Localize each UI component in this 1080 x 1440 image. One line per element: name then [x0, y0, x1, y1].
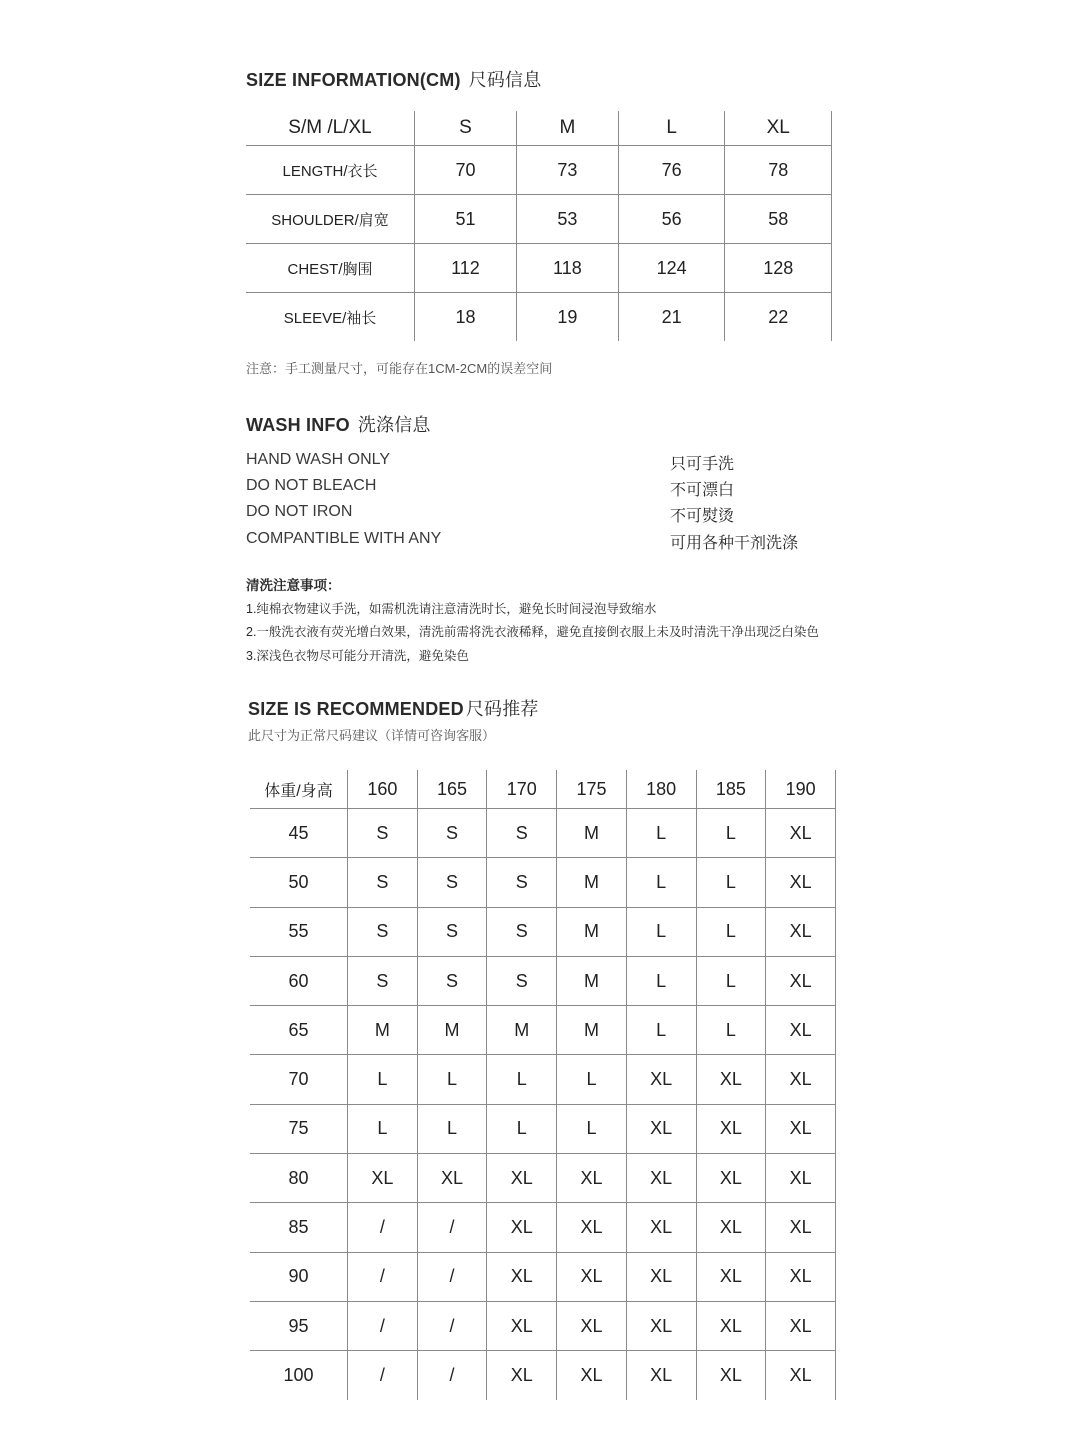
- recommend-header-row: [250, 770, 836, 809]
- wash-info-title-cn: 洗涤信息: [357, 415, 431, 435]
- weight-cell: 90: [250, 1252, 348, 1301]
- size-cell: XL: [487, 1301, 557, 1350]
- wash-note-item: 2.一般洗衣液有荧光增白效果，清洗前需将洗衣液稀释，避免直接倒衣服上未及时清洗干净出现泛白染色: [246, 625, 819, 639]
- measurement-label: CHEST/胸围: [246, 244, 415, 293]
- measurement-value: 112: [415, 244, 517, 293]
- table-row: [250, 858, 836, 907]
- table-row: [250, 1203, 836, 1252]
- table-row: [246, 293, 832, 342]
- size-info-title-cn: 尺码信息: [468, 70, 542, 90]
- size-cell: XL: [487, 1203, 557, 1252]
- recommend-subtitle: 此尺寸为正常尺码建议（详情可咨询客服）: [248, 728, 496, 743]
- size-cell: /: [417, 1203, 487, 1252]
- size-cell: XL: [626, 1055, 696, 1104]
- size-cell: XL: [557, 1252, 627, 1301]
- wash-item-cn: 可用各种干剂洗涤: [670, 535, 799, 552]
- size-cell: L: [696, 858, 766, 907]
- size-cell: /: [348, 1351, 418, 1400]
- recommend-header-cell: 160: [348, 770, 418, 809]
- size-cell: XL: [557, 1154, 627, 1203]
- weight-cell: 70: [250, 1055, 348, 1104]
- weight-cell: 100: [250, 1351, 348, 1400]
- size-cell: L: [487, 1104, 557, 1153]
- size-cell: S: [487, 956, 557, 1005]
- size-cell: S: [348, 956, 418, 1005]
- size-info-header-cell: L: [618, 111, 725, 146]
- weight-cell: 50: [250, 858, 348, 907]
- size-cell: XL: [766, 1104, 836, 1153]
- table-row: [250, 1055, 836, 1104]
- size-info-title: [246, 66, 541, 92]
- table-row: [250, 907, 836, 956]
- size-cell: M: [348, 1006, 418, 1055]
- weight-cell: 60: [250, 956, 348, 1005]
- size-cell: L: [626, 1006, 696, 1055]
- size-cell: S: [348, 907, 418, 956]
- size-cell: /: [348, 1301, 418, 1350]
- recommend-header-cell: 175: [557, 770, 627, 809]
- recommend-header-cell: 185: [696, 770, 766, 809]
- size-cell: XL: [626, 1104, 696, 1153]
- size-cell: S: [417, 907, 487, 956]
- measurement-value: 56: [618, 195, 725, 244]
- weight-cell: 75: [250, 1104, 348, 1153]
- table-row: [250, 1104, 836, 1153]
- size-cell: L: [417, 1104, 487, 1153]
- wash-notes: [246, 574, 819, 668]
- size-cell: L: [696, 907, 766, 956]
- recommend-table: [250, 770, 836, 1400]
- size-cell: L: [557, 1104, 627, 1153]
- measurement-value: 73: [516, 146, 618, 195]
- size-cell: XL: [626, 1203, 696, 1252]
- size-cell: XL: [417, 1154, 487, 1203]
- size-cell: L: [348, 1104, 418, 1153]
- table-row: [250, 1006, 836, 1055]
- size-cell: L: [696, 1006, 766, 1055]
- size-cell: XL: [696, 1252, 766, 1301]
- wash-item: [246, 503, 846, 525]
- size-cell: L: [348, 1055, 418, 1104]
- size-info-title-en: SIZE INFORMATION(CM): [246, 70, 461, 90]
- size-cell: M: [557, 956, 627, 1005]
- wash-info-title: [246, 411, 431, 437]
- wash-item: [246, 451, 846, 473]
- measurement-value: 22: [725, 293, 832, 342]
- size-cell: M: [557, 858, 627, 907]
- size-cell: S: [487, 858, 557, 907]
- size-info-header-row: [246, 111, 832, 146]
- table-row: [250, 1301, 836, 1350]
- measurement-value: 128: [725, 244, 832, 293]
- recommend-header-cell: 190: [766, 770, 836, 809]
- size-info-header-cell: XL: [725, 111, 832, 146]
- wash-item-en: HAND WASH ONLY: [246, 451, 391, 468]
- table-row: [246, 146, 832, 195]
- measurement-value: 70: [415, 146, 517, 195]
- table-row: [250, 956, 836, 1005]
- size-cell: XL: [487, 1252, 557, 1301]
- size-cell: XL: [766, 956, 836, 1005]
- size-cell: XL: [696, 1203, 766, 1252]
- size-cell: XL: [626, 1154, 696, 1203]
- size-cell: XL: [626, 1252, 696, 1301]
- weight-cell: 65: [250, 1006, 348, 1055]
- size-cell: XL: [696, 1055, 766, 1104]
- wash-item-cn: 只可手洗: [670, 456, 735, 473]
- measurement-value: 51: [415, 195, 517, 244]
- size-cell: /: [348, 1252, 418, 1301]
- size-cell: L: [487, 1055, 557, 1104]
- size-info-table: [246, 111, 832, 341]
- measurement-value: 19: [516, 293, 618, 342]
- size-cell: XL: [766, 1351, 836, 1400]
- recommend-header-cell: 170: [487, 770, 557, 809]
- size-cell: S: [487, 907, 557, 956]
- wash-item-cn: 不可漂白: [670, 482, 735, 499]
- size-cell: S: [417, 956, 487, 1005]
- size-cell: /: [417, 1252, 487, 1301]
- wash-item: [246, 530, 846, 552]
- size-cell: S: [417, 858, 487, 907]
- wash-note-item: 1.纯棉衣物建议手洗，如需机洗请注意清洗时长，避免长时间浸泡导致缩水: [246, 601, 657, 616]
- measurement-value: 78: [725, 146, 832, 195]
- table-row: [250, 1154, 836, 1203]
- size-cell: L: [626, 858, 696, 907]
- wash-info-title-en: WASH INFO: [246, 415, 350, 435]
- wash-item-en: COMPANTIBLE WITH ANY: [246, 530, 442, 547]
- size-cell: XL: [626, 1301, 696, 1350]
- size-cell: M: [557, 809, 627, 858]
- size-cell: S: [487, 809, 557, 858]
- recommend-header-cell: 180: [626, 770, 696, 809]
- size-cell: /: [417, 1301, 487, 1350]
- size-cell: XL: [766, 907, 836, 956]
- wash-item-en: DO NOT BLEACH: [246, 477, 377, 494]
- size-cell: XL: [557, 1301, 627, 1350]
- wash-item: [246, 477, 846, 499]
- weight-cell: 85: [250, 1203, 348, 1252]
- size-cell: XL: [766, 1252, 836, 1301]
- size-cell: S: [417, 809, 487, 858]
- size-cell: L: [626, 809, 696, 858]
- size-cell: XL: [766, 1203, 836, 1252]
- size-cell: XL: [557, 1351, 627, 1400]
- measurement-label: SLEEVE/袖长: [246, 293, 415, 342]
- size-cell: XL: [487, 1154, 557, 1203]
- measurement-value: 124: [618, 244, 725, 293]
- wash-note-item: 3.深浅色衣物尽可能分开清洗，避免染色: [246, 648, 469, 663]
- size-cell: XL: [766, 1154, 836, 1203]
- measurement-value: 53: [516, 195, 618, 244]
- size-cell: S: [348, 809, 418, 858]
- weight-cell: 95: [250, 1301, 348, 1350]
- measurement-value: 18: [415, 293, 517, 342]
- size-cell: XL: [766, 858, 836, 907]
- table-row: [246, 244, 832, 293]
- size-cell: S: [348, 858, 418, 907]
- table-row: [250, 1351, 836, 1400]
- wash-item-cn: 不可熨烫: [670, 508, 735, 525]
- table-row: [250, 1252, 836, 1301]
- size-info-note: 注意：手工测量尺寸，可能存在1CM-2CM的误差空间: [246, 361, 553, 376]
- measurement-label: LENGTH/衣长: [246, 146, 415, 195]
- size-cell: XL: [348, 1154, 418, 1203]
- table-row: [246, 195, 832, 244]
- table-row: [250, 809, 836, 858]
- size-cell: XL: [626, 1351, 696, 1400]
- size-info-header-cell: S/M /L/XL: [246, 111, 415, 146]
- size-cell: L: [417, 1055, 487, 1104]
- weight-cell: 45: [288, 822, 309, 843]
- size-cell: M: [557, 907, 627, 956]
- recommend-title-cn: 尺码推荐: [465, 699, 539, 719]
- size-cell: XL: [696, 1351, 766, 1400]
- size-cell: XL: [557, 1203, 627, 1252]
- measurement-value: 118: [516, 244, 618, 293]
- wash-item-en: DO NOT IRON: [246, 503, 353, 520]
- size-cell: XL: [766, 1301, 836, 1350]
- size-info-header-cell: M: [516, 111, 618, 146]
- wash-notes-title: 清洗注意事项：: [246, 578, 341, 593]
- size-cell: L: [626, 907, 696, 956]
- weight-cell: 80: [250, 1154, 348, 1203]
- weight-cell: 55: [250, 907, 348, 956]
- size-cell: L: [696, 809, 766, 858]
- size-cell: XL: [766, 1055, 836, 1104]
- size-cell: M: [487, 1006, 557, 1055]
- measurement-value: 21: [618, 293, 725, 342]
- recommend-header-cell: 体重/身高: [250, 770, 348, 809]
- recommend-title-en: SIZE IS RECOMMENDED: [248, 699, 464, 719]
- size-cell: XL: [696, 1104, 766, 1153]
- measurement-value: 58: [725, 195, 832, 244]
- size-cell: /: [417, 1351, 487, 1400]
- size-cell: XL: [766, 1006, 836, 1055]
- size-cell: XL: [487, 1351, 557, 1400]
- size-cell: L: [557, 1055, 627, 1104]
- size-cell: /: [348, 1203, 418, 1252]
- size-cell: XL: [766, 809, 836, 858]
- measurement-value: 76: [618, 146, 725, 195]
- size-cell: XL: [696, 1154, 766, 1203]
- recommend-header-cell: 165: [417, 770, 487, 809]
- size-cell: M: [557, 1006, 627, 1055]
- measurement-label: SHOULDER/肩宽: [246, 195, 415, 244]
- recommend-title: [248, 695, 539, 721]
- size-cell: L: [696, 956, 766, 1005]
- size-cell: XL: [696, 1301, 766, 1350]
- size-info-header-cell: S: [415, 111, 517, 146]
- size-cell: L: [626, 956, 696, 1005]
- size-cell: M: [417, 1006, 487, 1055]
